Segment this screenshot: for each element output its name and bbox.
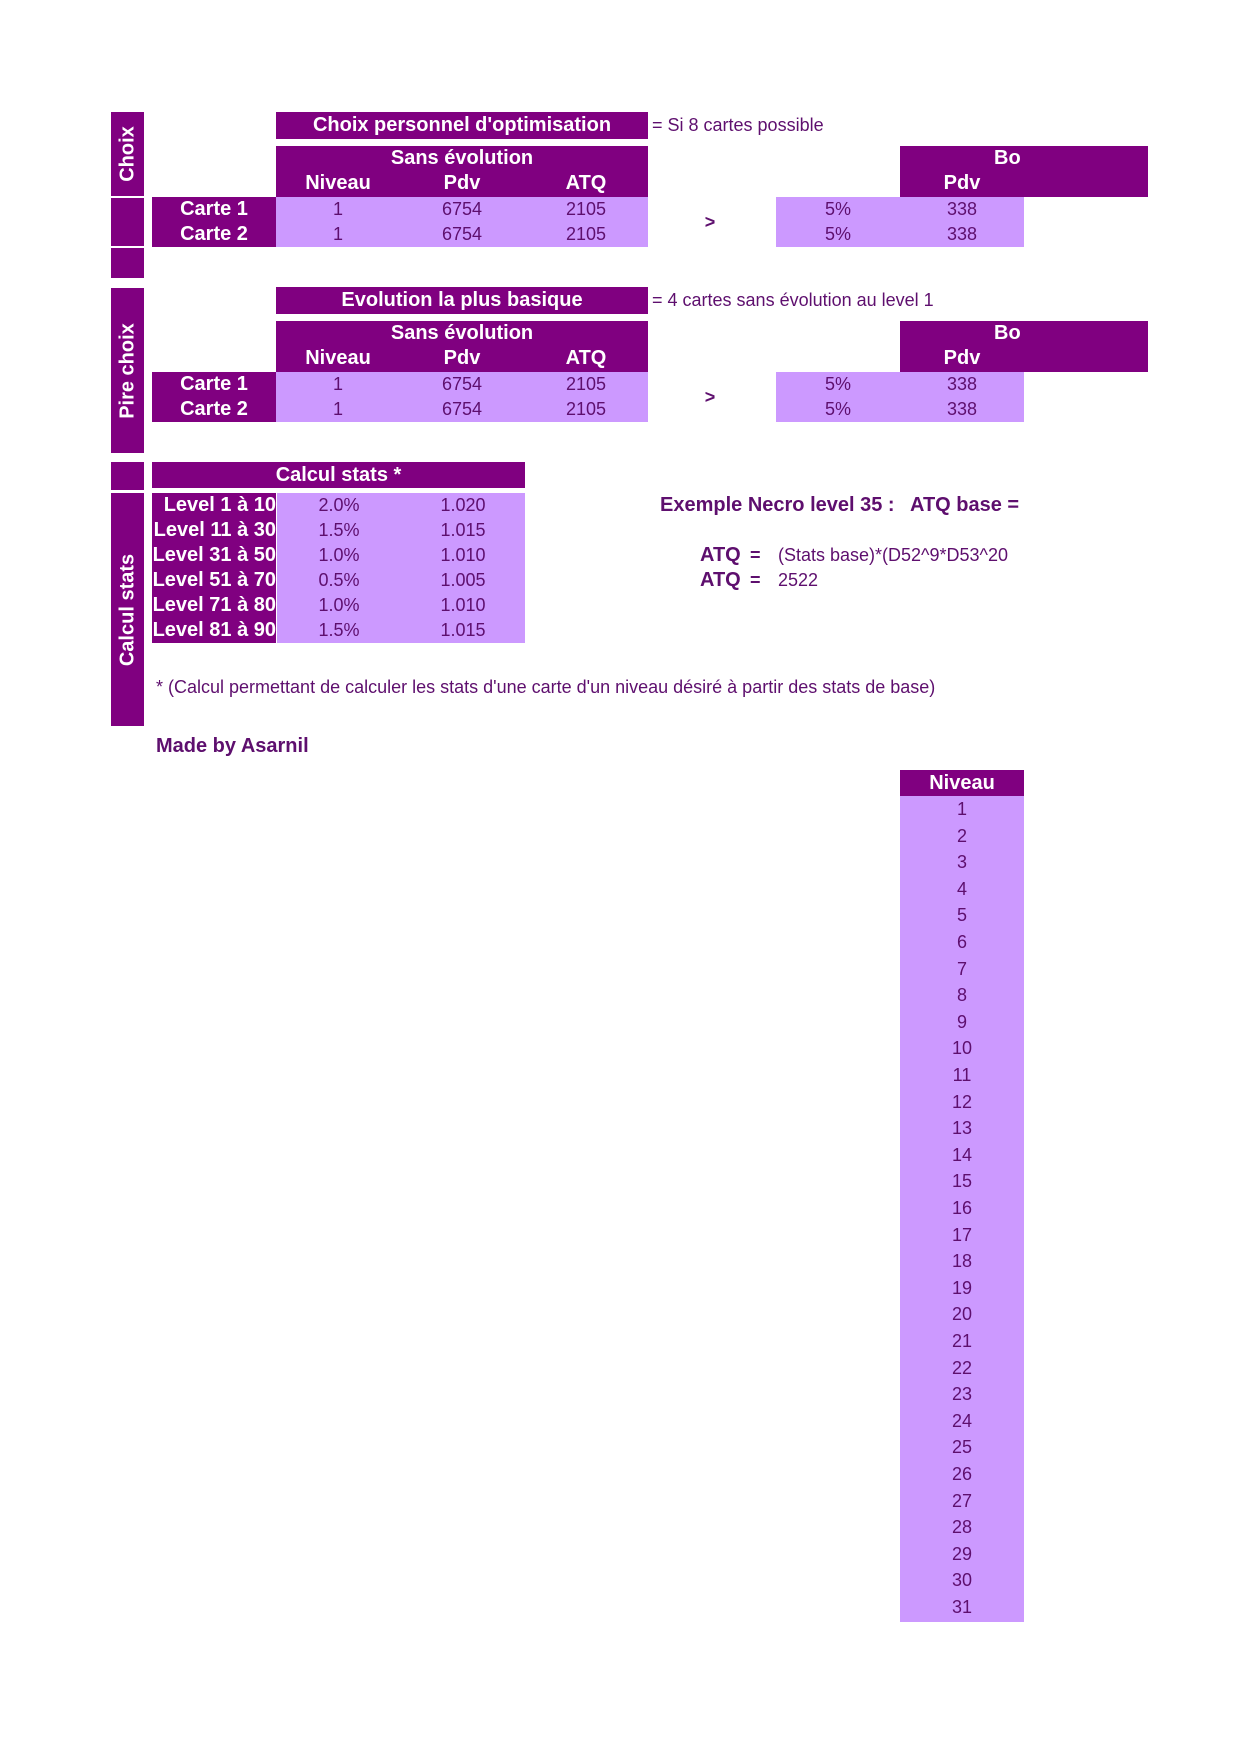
section2-col-niveau: Niveau xyxy=(305,347,371,369)
section2-arrow: > xyxy=(704,387,716,407)
section2-cell-niveau: 1 xyxy=(332,399,343,419)
example-title: Exemple Necro level 35 : xyxy=(660,494,895,516)
section1-header-block xyxy=(276,146,648,197)
niveau-value: 20 xyxy=(951,1304,973,1325)
niveau-value: 28 xyxy=(951,1517,973,1538)
calc-row-label: Level 51 à 70 xyxy=(152,569,276,591)
niveau-value: 10 xyxy=(951,1038,973,1059)
niveau-value: 21 xyxy=(951,1331,973,1351)
calc-cell-pct: 1.5% xyxy=(318,520,360,540)
niveau-value: 7 xyxy=(956,958,967,979)
footnote: * (Calcul permettant de calculer les stats d'une carte d'un niveau désiré à partir des stats de base) xyxy=(156,677,936,697)
section1-bonus-header xyxy=(900,146,1148,197)
section1-cell-pdv: 6754 xyxy=(441,199,483,219)
section1-bonus-pdv: 338 xyxy=(946,224,978,244)
calc-cell-pct: 1.5% xyxy=(318,620,360,640)
section1-cell-atq: 2105 xyxy=(565,199,607,219)
calc-cell-mult: 1.005 xyxy=(440,570,486,590)
calc-title: Calcul stats * xyxy=(152,462,525,488)
calc-cell-mult: 1.015 xyxy=(440,620,486,640)
section2-bonus-title: Bo xyxy=(994,322,1021,344)
section2-table-body xyxy=(276,372,648,422)
niveau-value: 13 xyxy=(951,1118,973,1139)
section1-row-label: Carte 1 xyxy=(180,198,248,220)
example-line2-eq: = xyxy=(750,570,761,590)
section2-group-header: Sans évolution xyxy=(390,322,534,344)
side-bar-segment xyxy=(111,462,144,490)
section2-bonus-header xyxy=(900,321,1148,372)
side-label-choix-text: Choix xyxy=(116,126,138,182)
side-label-calcul xyxy=(111,493,144,726)
side-label-pire-text: Pire choix xyxy=(116,322,138,419)
example-line2-label: ATQ xyxy=(700,569,741,591)
section2-title: Evolution la plus basique xyxy=(276,287,648,314)
section1-title: Choix personnel d'optimisation xyxy=(276,112,648,139)
section2-cell-pdv: 6754 xyxy=(441,374,483,394)
niveau-value: 30 xyxy=(951,1570,973,1591)
example-line1-label: ATQ xyxy=(700,544,741,566)
calc-cell-mult: 1.015 xyxy=(440,520,486,540)
calc-row-label: Level 11 à 30 xyxy=(153,519,276,541)
section1-col-niveau: Niveau xyxy=(305,172,371,194)
calc-cell-mult: 1.020 xyxy=(440,495,486,515)
niveau-value: 15 xyxy=(951,1171,973,1192)
niveau-value: 31 xyxy=(951,1597,973,1617)
calc-row-label: Level 81 à 90 xyxy=(152,619,276,641)
section1-cell-pdv: 6754 xyxy=(441,224,483,244)
section2-row-labels xyxy=(152,372,276,422)
calc-row-label: Level 31 à 50 xyxy=(152,544,276,566)
section2-bonus-pdv: 338 xyxy=(946,399,978,419)
section2-header-block xyxy=(276,321,648,372)
niveau-value: 14 xyxy=(951,1144,973,1165)
niveau-table-header: Niveau xyxy=(900,770,1024,796)
calc-row-label: Level 71 à 80 xyxy=(152,594,276,616)
niveau-value: 3 xyxy=(956,852,967,873)
niveau-value: 2 xyxy=(956,825,967,846)
section2-bonus-pct: 5% xyxy=(824,399,851,419)
niveau-value: 26 xyxy=(951,1464,973,1484)
niveau-value: 4 xyxy=(956,878,967,899)
niveau-value: 25 xyxy=(951,1437,973,1458)
example-line2-value: 2522 xyxy=(778,570,819,590)
niveau-value: 11 xyxy=(952,1065,972,1085)
side-bar-segment xyxy=(111,198,144,246)
side-label-choix xyxy=(111,112,144,196)
niveau-value: 8 xyxy=(956,985,967,1006)
calc-cell-pct: 0.5% xyxy=(318,570,360,590)
section2-bonus-col: Pdv xyxy=(943,347,981,369)
example-line1-value: (Stats base)*(D52^9*D53^20 xyxy=(778,545,1009,565)
calc-cell-pct: 1.0% xyxy=(318,595,360,615)
section1-bonus-pct: 5% xyxy=(824,224,851,244)
calc-table-body xyxy=(277,493,525,643)
niveau-value: 1 xyxy=(956,799,967,819)
niveau-value: 24 xyxy=(951,1410,973,1431)
calc-cell-pct: 2.0% xyxy=(318,495,360,515)
niveau-value: 22 xyxy=(951,1357,973,1378)
section1-table-body xyxy=(276,197,648,247)
section1-row-labels xyxy=(152,197,276,247)
niveau-value: 29 xyxy=(951,1543,973,1564)
section1-group-header: Sans évolution xyxy=(390,147,534,169)
example-line1-eq: = xyxy=(750,545,761,565)
credit: Made by Asarnil xyxy=(156,735,309,757)
side-bar-segment xyxy=(111,248,144,278)
section2-cell-pdv: 6754 xyxy=(441,399,483,419)
section2-col-atq: ATQ xyxy=(565,347,607,369)
section2-cell-atq: 2105 xyxy=(565,399,607,419)
niveau-value: 9 xyxy=(956,1011,967,1032)
section2-cell-atq: 2105 xyxy=(565,374,607,394)
example-atq-base: ATQ base = xyxy=(910,494,1020,516)
section1-bonus-title: Bo xyxy=(994,147,1021,169)
calc-cell-mult: 1.010 xyxy=(440,545,486,565)
niveau-value: 5 xyxy=(956,905,967,926)
section2-row-label: Carte 1 xyxy=(180,373,248,395)
section1-bonus-body xyxy=(776,197,1024,247)
section1-cell-niveau: 1 xyxy=(332,224,343,244)
calc-cell-pct: 1.0% xyxy=(318,545,360,565)
side-label-pire xyxy=(111,288,144,453)
section1-bonus-col: Pdv xyxy=(943,172,981,194)
section2-bonus-pdv: 338 xyxy=(946,374,978,394)
niveau-value: 16 xyxy=(951,1198,973,1218)
section1-bonus-pdv: 338 xyxy=(946,199,978,219)
section1-note: = Si 8 cartes possible xyxy=(652,115,824,135)
side-label-calcul-text: Calcul stats xyxy=(116,553,138,666)
niveau-value: 23 xyxy=(951,1384,973,1405)
calc-cell-mult: 1.010 xyxy=(440,595,486,615)
niveau-value: 6 xyxy=(956,932,967,952)
niveau-value: 27 xyxy=(951,1490,973,1511)
section1-cell-niveau: 1 xyxy=(332,199,343,219)
section2-cell-niveau: 1 xyxy=(332,374,343,394)
calc-row-label: Level 1 à 10 xyxy=(163,494,276,516)
section2-bonus-body xyxy=(776,372,1024,422)
section2-col-pdv: Pdv xyxy=(443,347,481,369)
section2-note: = 4 cartes sans évolution au level 1 xyxy=(652,290,934,310)
section1-arrow: > xyxy=(704,212,716,232)
section2-bonus-pct: 5% xyxy=(824,374,851,394)
niveau-value: 12 xyxy=(951,1091,973,1112)
niveau-value: 18 xyxy=(951,1251,973,1272)
niveau-value: 19 xyxy=(951,1277,973,1298)
section1-cell-atq: 2105 xyxy=(565,224,607,244)
section1-col-pdv: Pdv xyxy=(443,172,481,194)
section1-col-atq: ATQ xyxy=(565,172,607,194)
section1-bonus-pct: 5% xyxy=(824,199,851,219)
section2-row-label: Carte 2 xyxy=(180,398,248,420)
section1-row-label: Carte 2 xyxy=(180,223,248,245)
niveau-value: 17 xyxy=(951,1224,973,1245)
